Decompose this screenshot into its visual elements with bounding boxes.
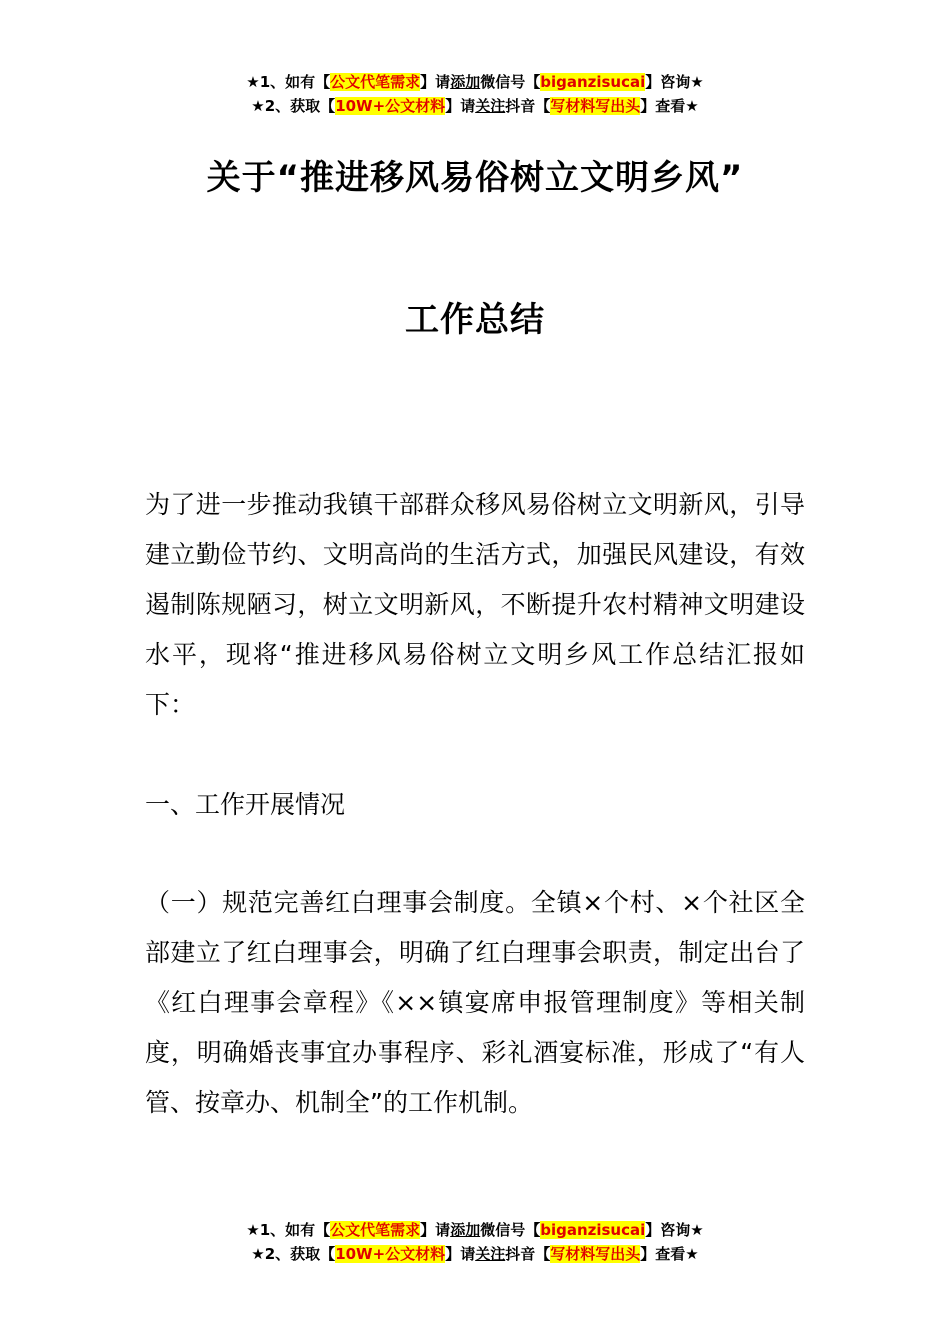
banner-underline: 关注 xyxy=(475,97,506,115)
intro-paragraph: 为了进一步推动我镇干部群众移风易俗树立文明新风，引导建立勤俭节约、文明高尚的生活方式，加强民风建设，有效遏制陈规陋习，树立文明新风，不断提升农村精神文明建设水平，现将“推进移风易俗树立文明乡风工作总结汇报如下： xyxy=(145,490,805,719)
banner-text: ★1、如有【 xyxy=(246,1221,331,1239)
document-title-line-1: 关于“推进移风易俗树立文明乡风” xyxy=(206,158,744,198)
banner-text: 微信号【 xyxy=(480,1221,541,1239)
banner-text: ★1、如有【 xyxy=(246,73,331,91)
section-paragraph: （一）规范完善红白理事会制度。全镇×个村、×个社区全部建立了红白理事会，明确了红白理事会职责，制定出台了《红白理事会章程》《××镇宴席申报管理制度》等相关制度，明确婚丧事宜办事程序、彩礼酒宴标准，形成了“有人管、按章办、机制全”的工作机制。 xyxy=(145,888,805,1117)
banner-text: ★2、获取【 xyxy=(251,1245,336,1263)
banner-text: 微信号【 xyxy=(480,73,541,91)
banner-text: 】咨询★ xyxy=(645,1221,704,1239)
banner-text: 】查看★ xyxy=(640,97,699,115)
banner-highlight: 10W+公文材料 xyxy=(335,1245,446,1263)
banner-highlight: 公文代笔需求 xyxy=(330,73,421,91)
banner-text: 】请 xyxy=(420,73,451,91)
banner-line-2 xyxy=(0,94,950,118)
banner-text: 】请 xyxy=(445,1245,476,1263)
banner-text: 抖音【 xyxy=(505,1245,551,1263)
banner-highlight: biganzisucai xyxy=(540,73,646,91)
banner-underline: 关注 xyxy=(475,1245,506,1263)
banner-line-1 xyxy=(0,1218,950,1242)
banner-highlight: 10W+公文材料 xyxy=(335,97,446,115)
banner-text: 】咨询★ xyxy=(645,73,704,91)
banner-highlight: 写材料写出头 xyxy=(550,97,641,115)
banner-highlight: biganzisucai xyxy=(540,1221,646,1239)
banner-text: 】请 xyxy=(445,97,476,115)
banner-line-1 xyxy=(0,70,950,94)
banner-underline: 添加 xyxy=(450,1221,481,1239)
banner-text: 】请 xyxy=(420,1221,451,1239)
document-title-line-2: 工作总结 xyxy=(405,300,545,340)
header-banner xyxy=(0,70,950,118)
banner-text: 抖音【 xyxy=(505,97,551,115)
section-heading: 一、工作开展情况 xyxy=(145,790,346,819)
footer-banner xyxy=(0,1218,950,1266)
banner-underline: 添加 xyxy=(450,73,481,91)
banner-highlight: 写材料写出头 xyxy=(550,1245,641,1263)
banner-text: ★2、获取【 xyxy=(251,97,336,115)
banner-line-2 xyxy=(0,1242,950,1266)
banner-highlight: 公文代笔需求 xyxy=(330,1221,421,1239)
banner-text: 】查看★ xyxy=(640,1245,699,1263)
